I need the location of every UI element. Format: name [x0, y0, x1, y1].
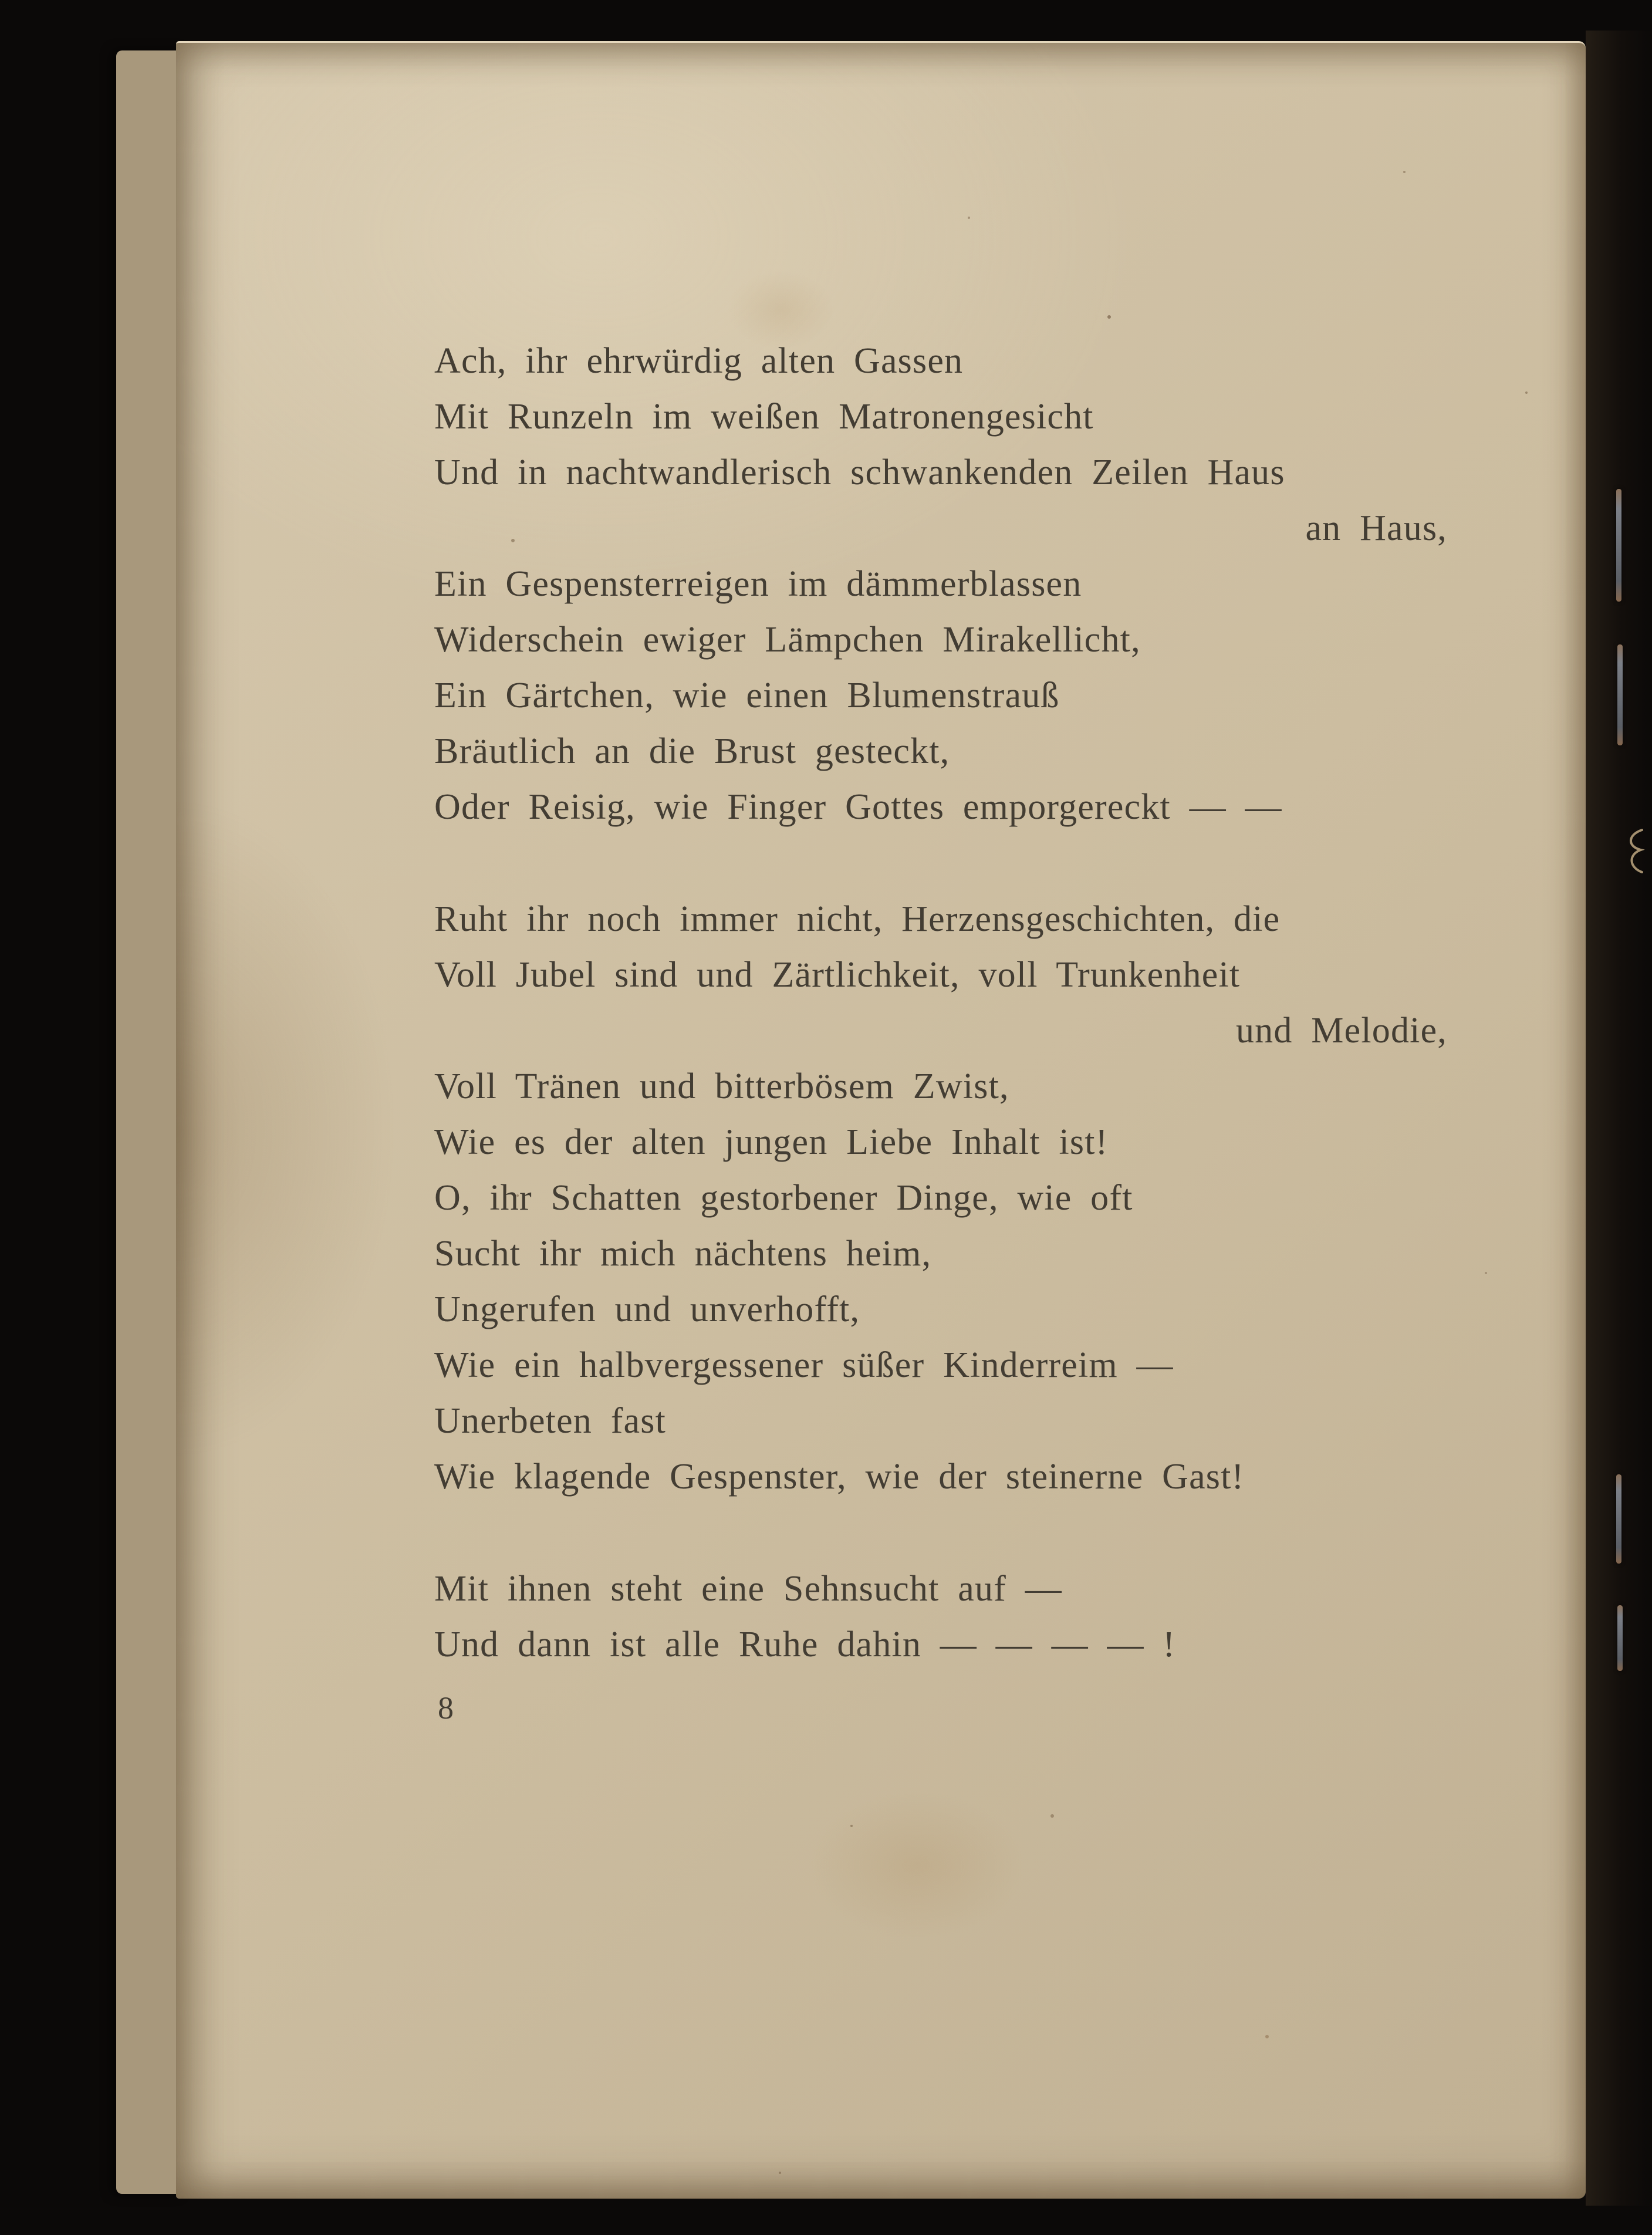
poem-line: Ein Gespensterreigen im dämmerblassen [434, 564, 1082, 604]
poem-line: Ruht ihr noch immer nicht, Herzensgeschichten, die [434, 899, 1281, 939]
poem-line: Voll Tränen und bitterbösem Zwist, [434, 1066, 1009, 1106]
binding-staple-icon [1616, 489, 1621, 602]
poem-line: Bräutlich an die Brust gesteckt, [434, 731, 950, 771]
poem-line-runover: an Haus, [1305, 508, 1447, 548]
poem-line: Wie es der alten jungen Liebe Inhalt ist! [434, 1122, 1109, 1162]
book-page-edges [116, 50, 183, 2194]
poem-stanza-2 [434, 892, 1447, 1505]
poem [434, 333, 1447, 1673]
poem-line: Und in nachtwandlerisch schwankenden Zeilen Haus [434, 453, 1285, 492]
poem-stanza-1 [434, 333, 1447, 835]
poem-line: Wie klagende Gespenster, wie der steinerne Gast! [434, 1457, 1245, 1497]
binding-staple-icon [1616, 1474, 1621, 1564]
poem-line: Und dann ist alle Ruhe dahin — — — — ! [434, 1625, 1176, 1665]
book-page [176, 41, 1586, 2199]
poem-line: Oder Reisig, wie Finger Gottes emporgereckt — — [434, 787, 1282, 827]
poem-line: Mit Runzeln im weißen Matronengesicht [434, 397, 1094, 437]
page-right-gutter [1586, 31, 1652, 2206]
poem-line: Voll Jubel sind und Zärtlichkeit, voll Trunkenheit [434, 955, 1241, 995]
paper-foxing-speckles [176, 43, 180, 46]
poem-line: O, ihr Schatten gestorbener Dinge, wie oft [434, 1178, 1133, 1218]
poem-line-runover: und Melodie, [1235, 1011, 1447, 1051]
binding-staple-icon [1617, 644, 1623, 745]
poem-line: Wie ein halbvergessener süßer Kinderreim — [434, 1345, 1174, 1385]
poem-line: Ein Gärtchen, wie einen Blumenstrauß [434, 676, 1060, 715]
poem-line: Unerbeten fast [434, 1401, 667, 1441]
handwritten-squiggle-mark [1623, 826, 1649, 876]
poem-line: Mit ihnen steht eine Sehnsucht auf — [434, 1569, 1062, 1609]
page-number: 8 [438, 1690, 454, 1726]
binding-staple-icon [1617, 1605, 1623, 1671]
poem-line: Ach, ihr ehrwürdig alten Gassen [434, 341, 964, 381]
poem-line: Widerschein ewiger Lämpchen Mirakellicht, [434, 620, 1141, 660]
poem-line: Ungerufen und unverhofft, [434, 1289, 860, 1329]
poem-stanza-3 [434, 1561, 1447, 1673]
poem-line: Sucht ihr mich nächtens heim, [434, 1234, 932, 1274]
